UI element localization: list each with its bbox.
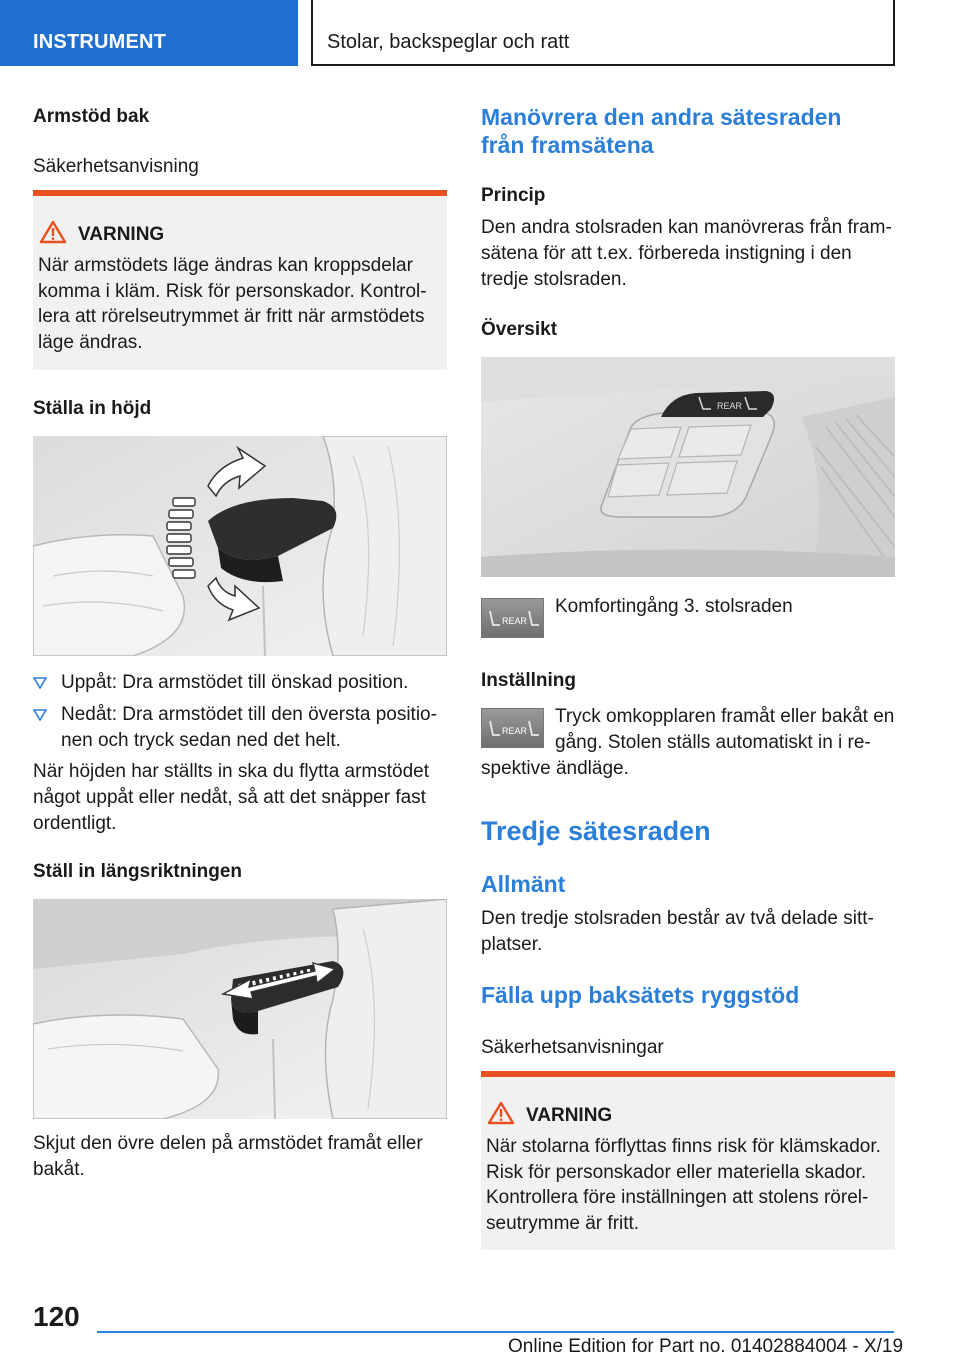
armrest-height-illustration	[33, 436, 447, 656]
rear-switch-symbol-icon	[481, 708, 544, 748]
svg-text:REAR: REAR	[502, 616, 528, 626]
svg-text:REAR: REAR	[717, 401, 743, 411]
setting-paragraph-line: gång. Stolen ställs automatiskt in i re-	[555, 732, 871, 753]
bullet-triangle-icon	[33, 709, 47, 721]
general-heading: Allmänt	[481, 871, 566, 897]
warning-text: När armstödets läge ändras kan kroppsdelar komma i kläm. Risk för personskador. Kontrol- lera att rörelseutrymmet är fritt när armstödets läge ändras.	[38, 255, 427, 353]
header-section-tab	[0, 0, 298, 66]
warning-box-seats	[481, 1071, 895, 1250]
header-chapter-box	[311, 0, 895, 66]
principle-heading: Princip	[481, 185, 546, 206]
warning-title: VARNING	[78, 224, 165, 245]
warning-text: När stolarna förflyttas finns risk för klämskador. Risk för personskador eller materiella skador. Kontrollera före inställningen att stolens rörel- seutrymme är fritt.	[486, 1136, 881, 1234]
warning-triangle-icon	[39, 220, 67, 244]
principle-paragraph: Den andra stolsraden kan manövreras från fram- sätena för att t.ex. förbereda instigning i den tredje stolsraden.	[481, 217, 892, 290]
svg-text:REAR: REAR	[502, 726, 528, 736]
safety-heading-left: Säkerhetsanvisning	[33, 156, 199, 177]
fold-backrest-heading: Fälla upp baksätets ryggstöd	[481, 982, 800, 1008]
page-number: 120	[33, 1301, 80, 1332]
setting-paragraph-line: Tryck omkopplaren framåt eller bakåt en	[555, 706, 895, 727]
height-adjust-heading: Ställa in höjd	[33, 398, 152, 419]
overview-heading: Översikt	[481, 319, 558, 340]
setting-heading: Inställning	[481, 670, 576, 691]
third-row-heading: Tredje sätesraden	[481, 816, 711, 846]
header-section-label: INSTRUMENT	[33, 31, 167, 53]
list-item: Uppåt: Dra armstödet till önskad position.	[33, 670, 447, 696]
length-adjust-heading: Ställ in längsriktningen	[33, 861, 243, 882]
armrest-heading: Armstöd bak	[33, 106, 150, 127]
footer-edition: Online Edition for Part no. 01402884004 - X/19	[508, 1336, 904, 1357]
footer-divider	[97, 1331, 894, 1333]
header-chapter-label: Stolar, backspeglar och ratt	[327, 31, 570, 53]
rear-switch-symbol-icon	[481, 598, 544, 638]
setting-paragraph-line: spektive ändläge.	[481, 758, 629, 779]
warning-box-armrest	[33, 190, 447, 370]
safety-heading-right: Säkerhetsanvisningar	[481, 1037, 664, 1058]
warning-triangle-icon	[487, 1101, 515, 1125]
length-note-paragraph: Skjut den övre delen på armstödet framåt eller bakåt.	[33, 1133, 423, 1180]
general-paragraph: Den tredje stolsraden består av två delade sitt- platser.	[481, 908, 874, 955]
symbol-caption: Komfortingång 3. stolsraden	[555, 596, 793, 617]
list-item: Nedåt: Dra armstödet till den översta positio- nen och tryck sedan ned det helt.	[33, 702, 447, 754]
door-panel-illustration	[481, 357, 895, 577]
bullet-triangle-icon	[33, 677, 47, 689]
second-row-heading: Manövrera den andra sätesraden från framsätena	[481, 104, 842, 158]
warning-title: VARNING	[526, 1105, 613, 1126]
armrest-length-illustration	[33, 899, 447, 1119]
height-note-paragraph: När höjden har ställts in ska du flytta armstödet något uppåt eller nedåt, så att det snäpper fast ordentligt.	[33, 761, 430, 834]
